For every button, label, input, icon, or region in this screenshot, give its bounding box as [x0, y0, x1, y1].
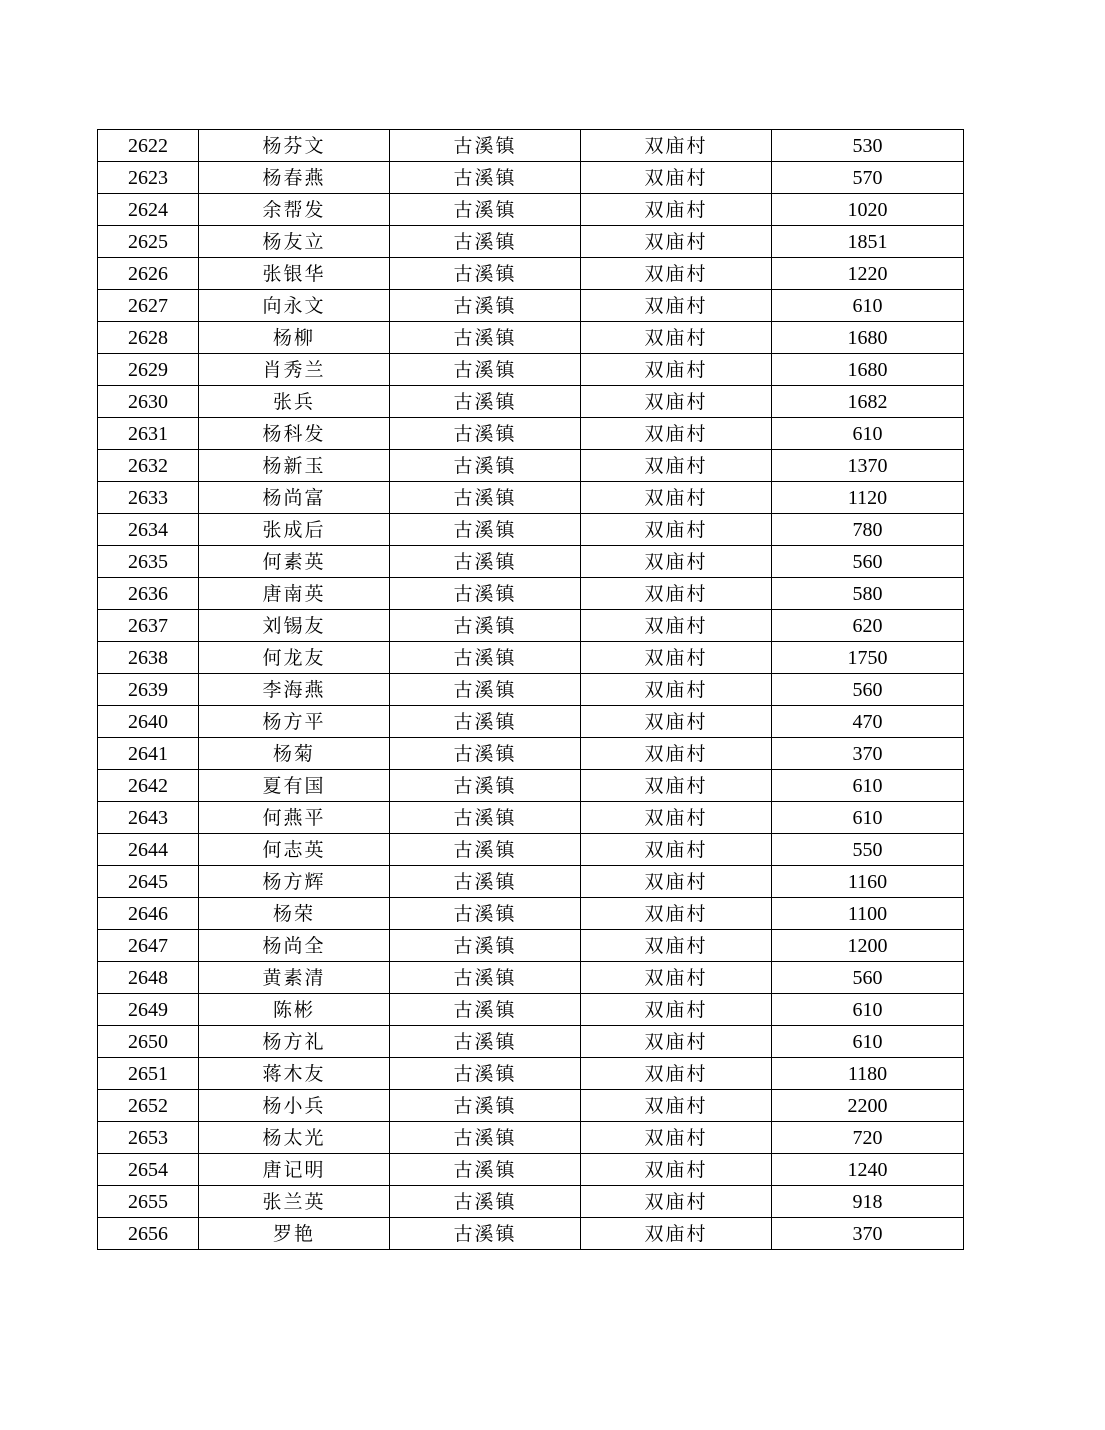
town-cell: 古溪镇 [390, 770, 581, 802]
name-cell: 余帮发 [199, 194, 390, 226]
name-cell: 向永文 [199, 290, 390, 322]
town-cell: 古溪镇 [390, 1058, 581, 1090]
table-row [98, 642, 964, 674]
name-cell: 何素英 [199, 546, 390, 578]
village-cell: 双庙村 [581, 1090, 772, 1122]
village-cell: 双庙村 [581, 578, 772, 610]
amount-cell: 918 [772, 1186, 964, 1218]
name-cell: 何燕平 [199, 802, 390, 834]
town-cell: 古溪镇 [390, 898, 581, 930]
village-cell: 双庙村 [581, 1058, 772, 1090]
village-cell: 双庙村 [581, 1122, 772, 1154]
table-row [98, 1218, 964, 1250]
name-cell: 李海燕 [199, 674, 390, 706]
row-id-cell: 2644 [98, 834, 199, 866]
town-cell: 古溪镇 [390, 386, 581, 418]
row-id-cell: 2641 [98, 738, 199, 770]
town-cell: 古溪镇 [390, 1026, 581, 1058]
village-cell: 双庙村 [581, 1186, 772, 1218]
amount-cell: 610 [772, 994, 964, 1026]
village-cell: 双庙村 [581, 930, 772, 962]
name-cell: 杨方辉 [199, 866, 390, 898]
town-cell: 古溪镇 [390, 194, 581, 226]
amount-cell: 1200 [772, 930, 964, 962]
table-row [98, 290, 964, 322]
table-row [98, 834, 964, 866]
table-row [98, 226, 964, 258]
village-cell: 双庙村 [581, 514, 772, 546]
town-cell: 古溪镇 [390, 130, 581, 162]
amount-cell: 610 [772, 418, 964, 450]
village-cell: 双庙村 [581, 834, 772, 866]
name-cell: 杨小兵 [199, 1090, 390, 1122]
table-row [98, 738, 964, 770]
amount-cell: 1160 [772, 866, 964, 898]
table-row [98, 418, 964, 450]
table-row [98, 610, 964, 642]
village-cell: 双庙村 [581, 290, 772, 322]
roster-table [97, 129, 964, 1250]
row-id-cell: 2647 [98, 930, 199, 962]
row-id-cell: 2640 [98, 706, 199, 738]
village-cell: 双庙村 [581, 322, 772, 354]
row-id-cell: 2636 [98, 578, 199, 610]
name-cell: 杨新玉 [199, 450, 390, 482]
town-cell: 古溪镇 [390, 930, 581, 962]
table-row [98, 1154, 964, 1186]
amount-cell: 1020 [772, 194, 964, 226]
village-cell: 双庙村 [581, 354, 772, 386]
village-cell: 双庙村 [581, 162, 772, 194]
town-cell: 古溪镇 [390, 962, 581, 994]
town-cell: 古溪镇 [390, 1186, 581, 1218]
name-cell: 蒋木友 [199, 1058, 390, 1090]
name-cell: 杨科发 [199, 418, 390, 450]
village-cell: 双庙村 [581, 962, 772, 994]
amount-cell: 530 [772, 130, 964, 162]
row-id-cell: 2635 [98, 546, 199, 578]
row-id-cell: 2631 [98, 418, 199, 450]
row-id-cell: 2622 [98, 130, 199, 162]
village-cell: 双庙村 [581, 898, 772, 930]
table-row [98, 930, 964, 962]
row-id-cell: 2645 [98, 866, 199, 898]
table-row [98, 578, 964, 610]
town-cell: 古溪镇 [390, 226, 581, 258]
table-row [98, 482, 964, 514]
table-row [98, 354, 964, 386]
village-cell: 双庙村 [581, 386, 772, 418]
village-cell: 双庙村 [581, 450, 772, 482]
row-id-cell: 2632 [98, 450, 199, 482]
name-cell: 何龙友 [199, 642, 390, 674]
row-id-cell: 2654 [98, 1154, 199, 1186]
table-row [98, 194, 964, 226]
name-cell: 罗艳 [199, 1218, 390, 1250]
amount-cell: 560 [772, 674, 964, 706]
town-cell: 古溪镇 [390, 162, 581, 194]
town-cell: 古溪镇 [390, 290, 581, 322]
row-id-cell: 2642 [98, 770, 199, 802]
name-cell: 杨友立 [199, 226, 390, 258]
town-cell: 古溪镇 [390, 1218, 581, 1250]
amount-cell: 1240 [772, 1154, 964, 1186]
row-id-cell: 2655 [98, 1186, 199, 1218]
row-id-cell: 2652 [98, 1090, 199, 1122]
village-cell: 双庙村 [581, 642, 772, 674]
town-cell: 古溪镇 [390, 642, 581, 674]
row-id-cell: 2653 [98, 1122, 199, 1154]
row-id-cell: 2630 [98, 386, 199, 418]
town-cell: 古溪镇 [390, 802, 581, 834]
village-cell: 双庙村 [581, 258, 772, 290]
village-cell: 双庙村 [581, 674, 772, 706]
town-cell: 古溪镇 [390, 514, 581, 546]
name-cell: 杨菊 [199, 738, 390, 770]
table-row [98, 1090, 964, 1122]
name-cell: 夏有国 [199, 770, 390, 802]
row-id-cell: 2633 [98, 482, 199, 514]
amount-cell: 560 [772, 962, 964, 994]
row-id-cell: 2648 [98, 962, 199, 994]
table-row [98, 322, 964, 354]
amount-cell: 610 [772, 290, 964, 322]
village-cell: 双庙村 [581, 226, 772, 258]
row-id-cell: 2637 [98, 610, 199, 642]
name-cell: 杨荣 [199, 898, 390, 930]
amount-cell: 1680 [772, 322, 964, 354]
row-id-cell: 2624 [98, 194, 199, 226]
row-id-cell: 2646 [98, 898, 199, 930]
amount-cell: 1180 [772, 1058, 964, 1090]
name-cell: 杨春燕 [199, 162, 390, 194]
town-cell: 古溪镇 [390, 450, 581, 482]
table-row [98, 898, 964, 930]
amount-cell: 570 [772, 162, 964, 194]
amount-cell: 2200 [772, 1090, 964, 1122]
row-id-cell: 2627 [98, 290, 199, 322]
row-id-cell: 2650 [98, 1026, 199, 1058]
name-cell: 唐记明 [199, 1154, 390, 1186]
village-cell: 双庙村 [581, 994, 772, 1026]
table-row [98, 802, 964, 834]
row-id-cell: 2651 [98, 1058, 199, 1090]
row-id-cell: 2625 [98, 226, 199, 258]
amount-cell: 560 [772, 546, 964, 578]
row-id-cell: 2634 [98, 514, 199, 546]
name-cell: 何志英 [199, 834, 390, 866]
town-cell: 古溪镇 [390, 834, 581, 866]
amount-cell: 1220 [772, 258, 964, 290]
table-row [98, 546, 964, 578]
table-row [98, 162, 964, 194]
name-cell: 张兰英 [199, 1186, 390, 1218]
amount-cell: 470 [772, 706, 964, 738]
name-cell: 杨方平 [199, 706, 390, 738]
row-id-cell: 2623 [98, 162, 199, 194]
table-row [98, 1026, 964, 1058]
town-cell: 古溪镇 [390, 706, 581, 738]
name-cell: 肖秀兰 [199, 354, 390, 386]
village-cell: 双庙村 [581, 1218, 772, 1250]
town-cell: 古溪镇 [390, 1122, 581, 1154]
amount-cell: 370 [772, 738, 964, 770]
table-row [98, 1122, 964, 1154]
village-cell: 双庙村 [581, 418, 772, 450]
town-cell: 古溪镇 [390, 866, 581, 898]
amount-cell: 610 [772, 802, 964, 834]
name-cell: 张成后 [199, 514, 390, 546]
name-cell: 杨尚富 [199, 482, 390, 514]
town-cell: 古溪镇 [390, 1090, 581, 1122]
name-cell: 张银华 [199, 258, 390, 290]
amount-cell: 1851 [772, 226, 964, 258]
name-cell: 陈彬 [199, 994, 390, 1026]
amount-cell: 1680 [772, 354, 964, 386]
row-id-cell: 2643 [98, 802, 199, 834]
town-cell: 古溪镇 [390, 482, 581, 514]
amount-cell: 780 [772, 514, 964, 546]
name-cell: 杨柳 [199, 322, 390, 354]
table-row [98, 1186, 964, 1218]
amount-cell: 610 [772, 770, 964, 802]
amount-cell: 580 [772, 578, 964, 610]
town-cell: 古溪镇 [390, 418, 581, 450]
town-cell: 古溪镇 [390, 322, 581, 354]
table-row [98, 962, 964, 994]
name-cell: 刘锡友 [199, 610, 390, 642]
village-cell: 双庙村 [581, 738, 772, 770]
table-row [98, 258, 964, 290]
name-cell: 张兵 [199, 386, 390, 418]
town-cell: 古溪镇 [390, 258, 581, 290]
town-cell: 古溪镇 [390, 674, 581, 706]
town-cell: 古溪镇 [390, 1154, 581, 1186]
village-cell: 双庙村 [581, 706, 772, 738]
table-row [98, 674, 964, 706]
amount-cell: 550 [772, 834, 964, 866]
roster-table-body [98, 130, 964, 1250]
table-row [98, 130, 964, 162]
table-row [98, 866, 964, 898]
table-row [98, 450, 964, 482]
village-cell: 双庙村 [581, 770, 772, 802]
village-cell: 双庙村 [581, 194, 772, 226]
name-cell: 杨太光 [199, 1122, 390, 1154]
village-cell: 双庙村 [581, 482, 772, 514]
amount-cell: 1682 [772, 386, 964, 418]
village-cell: 双庙村 [581, 610, 772, 642]
row-id-cell: 2629 [98, 354, 199, 386]
name-cell: 唐南英 [199, 578, 390, 610]
village-cell: 双庙村 [581, 546, 772, 578]
row-id-cell: 2638 [98, 642, 199, 674]
row-id-cell: 2626 [98, 258, 199, 290]
amount-cell: 720 [772, 1122, 964, 1154]
village-cell: 双庙村 [581, 802, 772, 834]
amount-cell: 1750 [772, 642, 964, 674]
town-cell: 古溪镇 [390, 738, 581, 770]
table-row [98, 770, 964, 802]
village-cell: 双庙村 [581, 866, 772, 898]
village-cell: 双庙村 [581, 130, 772, 162]
town-cell: 古溪镇 [390, 994, 581, 1026]
name-cell: 杨芬文 [199, 130, 390, 162]
table-row [98, 514, 964, 546]
village-cell: 双庙村 [581, 1026, 772, 1058]
town-cell: 古溪镇 [390, 354, 581, 386]
town-cell: 古溪镇 [390, 546, 581, 578]
row-id-cell: 2628 [98, 322, 199, 354]
row-id-cell: 2649 [98, 994, 199, 1026]
town-cell: 古溪镇 [390, 578, 581, 610]
amount-cell: 1120 [772, 482, 964, 514]
amount-cell: 1370 [772, 450, 964, 482]
village-cell: 双庙村 [581, 1154, 772, 1186]
table-row [98, 994, 964, 1026]
table-row [98, 706, 964, 738]
amount-cell: 1100 [772, 898, 964, 930]
row-id-cell: 2656 [98, 1218, 199, 1250]
table-row [98, 1058, 964, 1090]
table-row [98, 386, 964, 418]
name-cell: 黄素清 [199, 962, 390, 994]
amount-cell: 610 [772, 1026, 964, 1058]
amount-cell: 620 [772, 610, 964, 642]
row-id-cell: 2639 [98, 674, 199, 706]
name-cell: 杨尚全 [199, 930, 390, 962]
amount-cell: 370 [772, 1218, 964, 1250]
name-cell: 杨方礼 [199, 1026, 390, 1058]
town-cell: 古溪镇 [390, 610, 581, 642]
